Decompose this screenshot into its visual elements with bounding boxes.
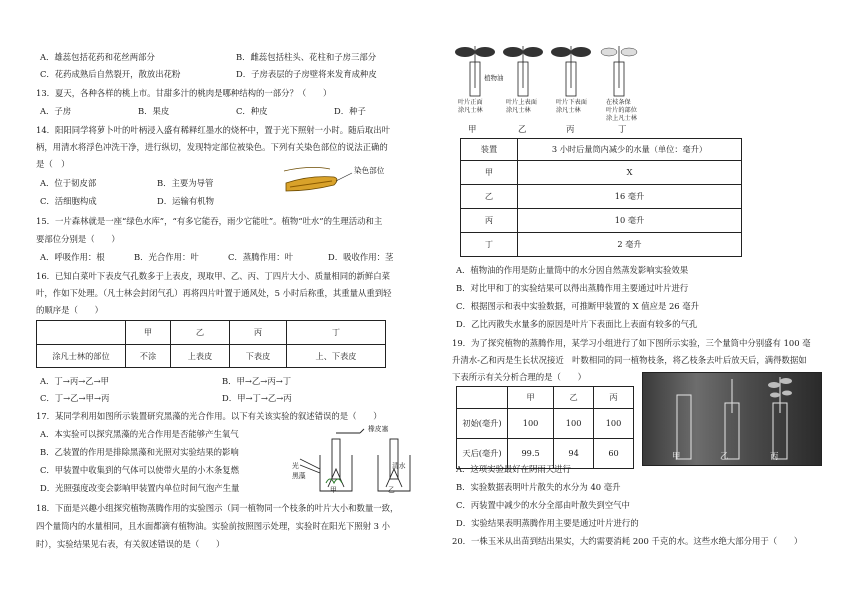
q16-line2: 叶，作如下处理。（凡士林会封闭气孔）再将四片叶置于通风处，5 小时后称重，其重量从重到轻 [36, 288, 392, 298]
q18-header-device: 装置 [461, 139, 518, 161]
device-yi-label: 乙 [388, 486, 395, 494]
q12-option-d: D．子房表层的子房壁将来发育成种皮 [236, 69, 377, 79]
photo-label-yi: 乙 [720, 451, 729, 461]
q15-option-b: B．光合作用：叶 [134, 252, 199, 262]
caption-jia: 叶片正面 涂凡士林 [458, 99, 483, 114]
q16-header-blank [37, 321, 126, 345]
q13-option-d: D．种子 [334, 106, 366, 116]
q19-option-b: B．实验数据表明叶片散失的水分为 40 毫升 [456, 482, 621, 492]
caption-yi: 叶片上表面 涂凡士林 [506, 99, 537, 114]
stain-area-label: 染色部位 [354, 166, 385, 175]
q17-stem: 17．某同学利用如图所示装置研究黑藻的光合作用。以下有关该实验的叙述错误的是（ ） [36, 411, 382, 421]
q14-option-c: C．活细胞构成 [40, 196, 97, 206]
q14-line2: 柄，用清水将浮色冲洗干净，进行纵切，发现特定部位被染色。下列有关染色部位的说法正确的 [36, 142, 388, 152]
cylinders-illustration [643, 373, 821, 465]
q20-stem: 20．一株玉米从出苗到结出果实，大约需要消耗 200 千克的水。这些水绝大部分用于（ ） [452, 536, 803, 546]
q12-option-b: B．雌蕊包括柱头、花柱和子房三部分 [236, 52, 377, 62]
q16-header-yi: 乙 [171, 321, 230, 345]
q19-cell: 60 [594, 439, 634, 469]
petiole-figure [280, 163, 410, 203]
q18-row-label: 乙 [461, 185, 518, 209]
q19-option-c: C．丙装置中减少的水分全部由叶散失到空气中 [456, 500, 630, 510]
q18-plants-figure [452, 38, 652, 98]
q16-option-b: B．甲→乙→丙→丁 [222, 376, 292, 386]
q14-option-a: A．位于韧皮部 [40, 178, 97, 188]
q13-stem: 13．夏天，各种各样的桃上市。甘甜多汁的桃肉是哪种结构的一部分？（ ） [36, 88, 332, 98]
name-bing: 丙 [566, 124, 575, 134]
q19-option-d: D．实验结果表明蒸腾作用主要是通过叶片进行的 [456, 518, 639, 528]
q17-apparatus-figure [290, 425, 430, 500]
q16-header-jia: 甲 [126, 321, 171, 345]
q15-option-c: C．蒸腾作用：叶 [228, 252, 294, 262]
q16-cell-label: 涂凡士林的部位 [37, 345, 126, 368]
q14-option-d: D．运输有机物 [157, 196, 214, 206]
photo-label-jia: 甲 [672, 451, 681, 461]
photo-label-bing: 丙 [770, 451, 779, 461]
q14-line3: 是（ ） [36, 159, 70, 169]
q18-option-a: A．植物油的作用是防止量筒中的水分因自然蒸发影响实验效果 [456, 265, 689, 275]
q13-option-c: C．种皮 [236, 106, 268, 116]
oil-label: 植物油 [484, 74, 504, 82]
q15-option-d: D．吸收作用：茎 [328, 252, 394, 262]
q14-line1: 14．阳阳同学将萝卜叶的叶柄浸入盛有稀释红墨水的烧杯中，置于光下照射一小时。随后取出叶 [36, 125, 391, 135]
water-label: 清水 [392, 462, 406, 470]
q18-header-value: 3 小时后量筒内减少的水量（单位：毫升） [518, 139, 742, 161]
q18-row-value: 2 毫升 [518, 233, 742, 257]
q19-experiment-photo [642, 372, 822, 466]
name-ding: 丁 [618, 124, 627, 134]
q18-row-value: 16 毫升 [518, 185, 742, 209]
q18-option-d: D．乙比丙散失水量多的原因是叶片下表面比上表面有较多的气孔 [456, 319, 698, 329]
q19-header-jia: 甲 [508, 387, 554, 409]
q16-cell-ding: 上、下表皮 [287, 345, 386, 368]
q15-option-a: A．呼吸作用：根 [40, 252, 105, 262]
rubber-stopper-label: 橡皮塞 [368, 425, 389, 433]
q19-line1: 19．为了探究植物的蒸腾作用，某学习小组进行了如下图所示实验，三个量筒中分别盛有 100 毫 [452, 338, 811, 348]
algae-label: 黑藻 [292, 472, 306, 480]
q19-cell: 100 [508, 409, 554, 439]
q16-cell-bing: 下表皮 [230, 345, 287, 368]
q18-row-label: 丁 [461, 233, 518, 257]
q12-option-a: A．雄蕊包括花药和花丝两部分 [40, 52, 155, 62]
q13-option-b: B．果皮 [138, 106, 170, 116]
q19-header-bing: 丙 [594, 387, 634, 409]
q18-row-label: 甲 [461, 161, 518, 185]
q18-line1: 18．下面是兴趣小组探究植物蒸腾作用的实验图示（同一植物同一个枝条的叶片大小和数量一致， [36, 503, 399, 513]
q18-line2: 四个量筒内的水量相同，且水面都滴有植物油。实验前按照图示处理，实验时在阳光下照射 3 小 [36, 521, 391, 531]
q17-option-b: B．乙装置的作用是排除黑藻和光照对实验结果的影响 [40, 447, 239, 457]
q18-option-b: B．对比甲和丁的实验结果可以得出蒸腾作用主要通过叶片进行 [456, 283, 689, 293]
q18-line3: 时），实验结果见右表，有关叙述错误的是（ ） [36, 539, 225, 549]
q19-option-a: A．这项实验最好在阴雨天进行 [456, 464, 571, 474]
q19-row-label: 初始(毫升) [457, 409, 508, 439]
q15-line2: 要部位分别是（ ） [36, 234, 120, 244]
q19-cell: 100 [554, 409, 594, 439]
q18-table [460, 138, 742, 257]
q19-row-label: 天后(毫升) [457, 439, 508, 469]
q19-cell: 99.5 [508, 439, 554, 469]
caption-bing: 叶片下表面 涂凡士林 [556, 99, 587, 114]
q13-option-a: A．子房 [40, 106, 72, 116]
name-jia: 甲 [468, 124, 477, 134]
q19-header-blank [457, 387, 508, 409]
q16-cell-yi: 上表皮 [171, 345, 230, 368]
name-yi: 乙 [518, 124, 527, 134]
q15-line1: 15．一片森林就是一座“绿色水库”，“有多它能吞，雨少它能吐”。植物“吐水”的生理活动和主 [36, 216, 383, 226]
q16-option-d: D．甲→丁→乙→丙 [222, 393, 292, 403]
q12-option-c: C．花药成熟后自然裂开，散放出花粉 [40, 69, 181, 79]
q14-option-b: B．主要为导管 [157, 178, 214, 188]
q16-cell-jia: 不涂 [126, 345, 171, 368]
caption-ding: 在枝条保 叶片的部位 涂上凡士林 [606, 99, 637, 122]
q17-option-c: C．甲装置中收集到的气体可以使带火星的小木条复燃 [40, 465, 240, 475]
q18-row-label: 丙 [461, 209, 518, 233]
light-label: 光 [292, 462, 299, 470]
q16-option-a: A．丁→丙→乙→甲 [40, 376, 109, 386]
q16-table [36, 320, 386, 368]
q17-option-a: A．本实验可以探究黑藻的光合作用是否能够产生氧气 [40, 429, 239, 439]
q19-header-yi: 乙 [554, 387, 594, 409]
q16-header-ding: 丁 [287, 321, 386, 345]
q19-table [456, 386, 634, 469]
q16-line1: 16．已知白菜叶下表皮气孔数多于上表皮，现取甲、乙、丙、丁四片大小、质量相同的新鲜白菜 [36, 271, 391, 281]
q19-cell: 94 [554, 439, 594, 469]
q19-cell: 100 [594, 409, 634, 439]
q18-row-value: 10 毫升 [518, 209, 742, 233]
q19-line2: 升清水-乙和丙是生长状况接近 叶数相同的同一植物枝条，将乙枝条去叶后放天后，满得数据如 [452, 355, 807, 365]
q18-option-c: C．根据图示和表中实验数据，可推断甲装置的 X 值应是 26 毫升 [456, 301, 700, 311]
q17-option-d: D．光照强度改变会影响甲装置内单位时间气泡产生量 [40, 483, 240, 493]
q16-option-c: C．丁→乙→甲→丙 [40, 393, 110, 403]
q18-row-value: X [518, 161, 742, 185]
q19-line3: 下表所示有关分析合理的是（ ） [452, 372, 586, 382]
q16-line3: 的顺序是（ ） [36, 305, 103, 315]
q16-header-bing: 丙 [230, 321, 287, 345]
device-jia-label: 甲 [330, 486, 337, 494]
